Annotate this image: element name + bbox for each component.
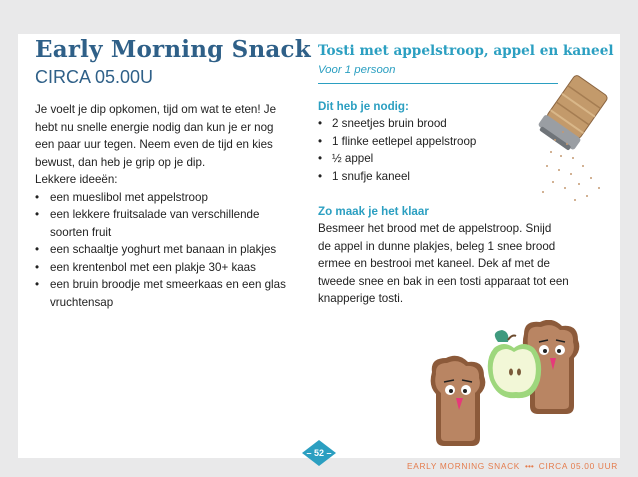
footer-section-title: EARLY MORNING SNACK: [406, 461, 521, 471]
cinnamon-shaker-icon: [525, 70, 625, 210]
snack-ideas-list: [35, 189, 305, 312]
recipe-title: Tosti met appelstroop, appel en kaneel: [318, 43, 614, 59]
page-title: Early Morning Snack: [35, 36, 311, 63]
method-line: tweede snee en bak in een tosti apparaat tot een: [318, 274, 569, 288]
list-item: • een schaaltje yoghurt met banaan in plakjes: [35, 241, 305, 259]
recipe-serving: Voor 1 persoon: [318, 62, 558, 84]
list-item-continuation: soorten fruit: [50, 225, 112, 239]
ingredient-item: • ½ appel: [318, 150, 580, 168]
left-column: [35, 36, 311, 311]
list-item: • een bruin broodje met smeerkaas en een glas: [35, 276, 305, 294]
method-line: ermee en bestrooi met kaneel. Dek af met de: [318, 257, 550, 271]
intro-text: [35, 101, 305, 189]
ingredient-item: • 2 sneetjes bruin brood: [318, 115, 580, 133]
method-line: knapperige tosti.: [318, 292, 404, 306]
method-text: [318, 220, 580, 308]
intro-line: Je voelt je dip opkomen, tijd om wat te eten! Je: [35, 103, 277, 116]
method-line: Besmeer het brood met de appelstroop. Snijd: [318, 222, 552, 235]
list-item: • een mueslibol met appelstroop: [35, 189, 305, 207]
intro-line: een paar uur tegen. Neem even de tijd en kies: [35, 138, 273, 151]
method-line: de appel in dunne plakjes, beleg 1 snee brood: [318, 239, 556, 253]
intro-line: hebt nu snelle energie nodig dan kun je er nog: [35, 120, 274, 134]
list-item: • een krentenbol met een plakje 30+ kaas: [35, 259, 305, 277]
page-subtitle: CIRCA 05.00U: [35, 67, 154, 87]
ingredient-item: • 1 snufje kaneel: [318, 168, 580, 186]
intro-line: bewust, dan heb je grip op je dip.: [35, 155, 206, 169]
ideas-heading: Lekkere ideeën:: [35, 173, 118, 186]
ingredients-heading: Dit heb je nodig:: [318, 100, 409, 113]
ingredient-item: • 1 flinke eetlepel appelstroop: [318, 133, 580, 151]
page-number: – 52 –: [306, 448, 332, 458]
list-item: • een lekkere fruitsalade van verschillende: [35, 206, 305, 224]
footer-separator: •••: [525, 461, 534, 471]
list-item-continuation: vruchtensap: [50, 295, 114, 309]
footer-time: CIRCA 05.00 UUR: [538, 461, 618, 471]
toast-character-icon: [428, 320, 590, 448]
method-heading: Zo maak je het klaar: [318, 205, 429, 218]
running-footer: [407, 461, 618, 471]
